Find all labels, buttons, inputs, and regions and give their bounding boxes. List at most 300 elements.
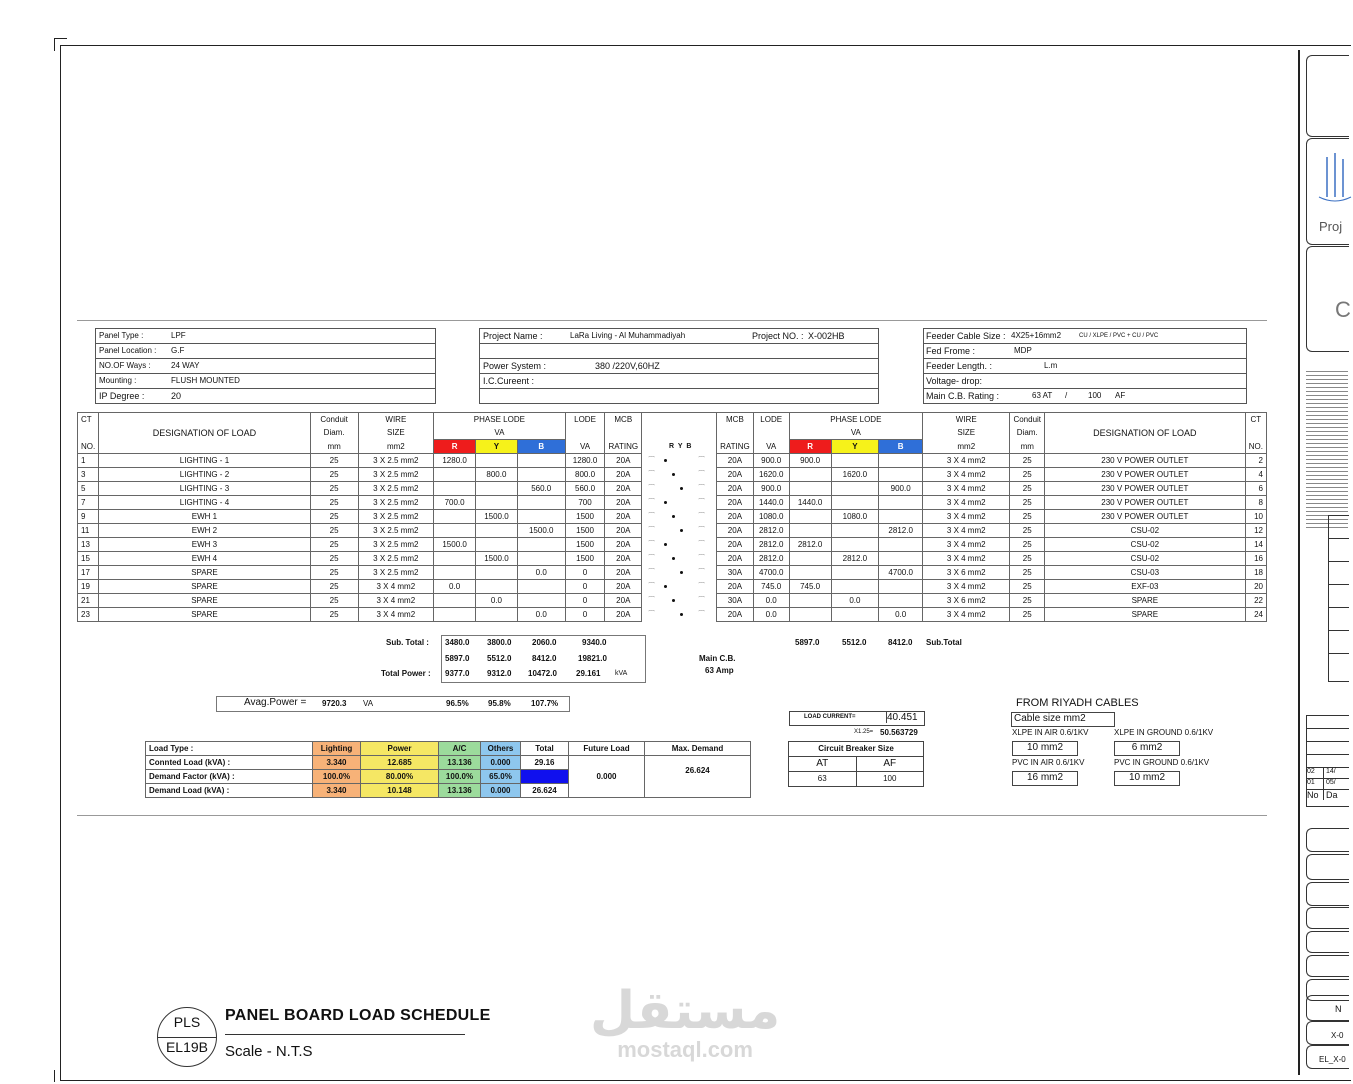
phase-y-r <box>831 580 879 594</box>
lode-va-r: 2812.0 <box>753 524 789 538</box>
phase-y <box>476 454 518 468</box>
conduit: 25 <box>310 496 358 510</box>
mcb-rating-r: 30A <box>717 594 754 608</box>
col-va-unit: VA <box>565 440 605 454</box>
phase-b <box>517 510 565 524</box>
tb-rev-box <box>1328 515 1349 682</box>
tb-notes <box>1306 368 1348 528</box>
title-block-strip <box>1298 50 1351 1075</box>
lode-va-r: 1080.0 <box>753 510 789 524</box>
voltage-drop-label: Voltage- drop: <box>926 376 983 386</box>
ct-no-r: 16 <box>1245 552 1266 566</box>
breaker-arc-icon: ⌒ <box>648 470 656 478</box>
feeder-length: L.m <box>1044 361 1058 370</box>
phase-y: 1500.0 <box>476 552 518 566</box>
totals-row <box>78 622 1267 636</box>
lt-h1: Lighting <box>313 742 361 756</box>
conduit: 25 <box>310 482 358 496</box>
table-row <box>78 538 1267 552</box>
conduit: 25 <box>310 538 358 552</box>
ct-no-r: 18 <box>1245 566 1266 580</box>
pvc-air-label: PVC IN AIR 0.6/1KV <box>1012 758 1085 767</box>
pct-b: 107.7% <box>531 699 559 708</box>
breaker-arc-icon: ⌒ <box>698 456 706 464</box>
phase-b <box>517 538 565 552</box>
col-mm2: mm2 <box>358 440 434 454</box>
wire-size-r: 3 X 4 mm2 <box>923 454 1010 468</box>
breaker-dot-icon <box>672 473 675 476</box>
phase-r <box>434 552 476 566</box>
busbar-diagram <box>642 580 717 594</box>
main-cb-sep: / <box>1065 391 1068 400</box>
lode-va: 0 <box>565 580 605 594</box>
lode-va: 1500 <box>565 552 605 566</box>
tb-cell-e <box>1306 931 1349 953</box>
other-b: 8412.0 <box>532 654 557 663</box>
phase-b-r: 2812.0 <box>879 524 923 538</box>
wire-size-r: 3 X 4 mm2 <box>923 468 1010 482</box>
col-diam: Diam. <box>310 426 358 440</box>
phase-b-r <box>879 580 923 594</box>
mcb-rating: 20A <box>605 482 642 496</box>
table-row <box>78 524 1267 538</box>
breaker-dot-icon <box>664 543 667 546</box>
col-mcb-r: MCB <box>717 413 754 427</box>
busbar-diagram <box>642 566 717 580</box>
wire-size: 3 X 2.5 mm2 <box>358 538 434 552</box>
other-r: 5897.0 <box>445 654 470 663</box>
totals-row <box>78 648 1267 661</box>
designation-r: SPARE <box>1045 608 1246 622</box>
pct-y: 95.8% <box>488 699 511 708</box>
rev-01: 01 <box>1307 779 1324 789</box>
ip-label: IP Degree : <box>99 391 145 401</box>
table-row <box>78 496 1267 510</box>
conduit-r: 25 <box>1010 552 1045 566</box>
col-ct: CT <box>78 413 99 427</box>
drawing-stamp <box>157 1007 217 1067</box>
col-mcb: MCB <box>605 413 642 427</box>
phase-r: 700.0 <box>434 496 476 510</box>
phase-r <box>434 594 476 608</box>
max-demand: 26.624 <box>645 756 751 798</box>
tb-c-text: C <box>1335 297 1351 322</box>
phase-b-r: 900.0 <box>879 482 923 496</box>
totals-row <box>78 635 1267 648</box>
x125-value: 50.563729 <box>880 728 918 737</box>
avg-label: Avag.Power = <box>244 697 307 708</box>
phase-b-header-r: B <box>879 440 923 454</box>
breaker-arc-icon: ⌒ <box>648 498 656 506</box>
phase-b <box>517 468 565 482</box>
col-ct-blank <box>78 426 99 440</box>
ct-no-r: 8 <box>1245 496 1266 510</box>
phase-r-r <box>789 468 831 482</box>
designation-r: CSU-02 <box>1045 552 1246 566</box>
ct-no-r: 10 <box>1245 510 1266 524</box>
wire-size-r: 3 X 4 mm2 <box>923 538 1010 552</box>
tb-cell-d <box>1306 907 1349 929</box>
phase-y: 0.0 <box>476 594 518 608</box>
mcb-rating: 20A <box>605 496 642 510</box>
designation: LIGHTING - 2 <box>99 468 310 482</box>
designation: SPARE <box>99 594 310 608</box>
breaker-dot-icon <box>672 557 675 560</box>
wire-size: 3 X 2.5 mm2 <box>358 510 434 524</box>
col-wire-r: WIRE <box>923 413 1010 427</box>
busbar-diagram <box>642 454 717 468</box>
xlpe-ground-label: XLPE IN GROUND 0.6/1KV <box>1114 728 1214 737</box>
phase-y: 800.0 <box>476 468 518 482</box>
phase-y <box>476 566 518 580</box>
phase-r-r <box>789 552 831 566</box>
pct-r: 96.5% <box>446 699 469 708</box>
mcb-rating-r: 20A <box>717 608 754 622</box>
phase-y-r <box>831 566 879 580</box>
ct-no: 5 <box>78 482 99 496</box>
lode-va: 560.0 <box>565 482 605 496</box>
lt-c0: Connted Load (kVA) : <box>146 756 313 770</box>
panel-location: G.F <box>171 346 185 355</box>
totals-cell <box>78 648 99 661</box>
corner-mark-bottom <box>54 1070 56 1082</box>
phase-y-r: 1080.0 <box>831 510 879 524</box>
wire-size: 3 X 2.5 mm2 <box>358 524 434 538</box>
totals-cell <box>358 648 434 661</box>
lt-h5: Total <box>521 742 569 756</box>
col-ct-r: CT <box>1245 413 1266 427</box>
breaker-arc-icon: ⌒ <box>698 568 706 576</box>
table-row <box>78 580 1267 594</box>
phase-r <box>434 524 476 538</box>
ct-no-r: 24 <box>1245 608 1266 622</box>
lt-h7: Max. Demand <box>645 742 751 756</box>
phase-r: 1500.0 <box>434 538 476 552</box>
ct-no: 13 <box>78 538 99 552</box>
main-cb-amp: 63 Amp <box>705 666 734 675</box>
sub-y: 3800.0 <box>487 638 512 647</box>
ct-no-r: 4 <box>1245 468 1266 482</box>
conduit: 25 <box>310 524 358 538</box>
xlpe-air-label: XLPE IN AIR 0.6/1KV <box>1012 728 1089 737</box>
lode-va-r: 900.0 <box>753 482 789 496</box>
feeder-size-label: Feeder Cable Size : <box>926 331 1006 341</box>
tot-y: 9312.0 <box>487 669 512 678</box>
lode-va: 0 <box>565 608 605 622</box>
title-rule <box>225 1034 465 1035</box>
totals-cell <box>753 635 789 648</box>
project-no: X-002HB <box>808 331 845 341</box>
corner-mark <box>54 38 67 51</box>
table-row <box>78 594 1267 608</box>
breaker-arc-icon: ⌒ <box>698 582 706 590</box>
breaker-dot-icon <box>672 599 675 602</box>
sub-b: 2060.0 <box>532 638 557 647</box>
fed-from-label: Fed Frome : <box>926 346 976 356</box>
conduit: 25 <box>310 594 358 608</box>
tb-scale <box>1306 995 1349 1021</box>
totals-cell <box>1045 648 1246 661</box>
busbar-diagram <box>642 594 717 608</box>
table-row <box>78 566 1267 580</box>
designation: EWH 3 <box>99 538 310 552</box>
feeder-type: CU / XLPE / PVC + CU / PVC <box>1079 333 1159 339</box>
totals-cell <box>1245 648 1266 661</box>
load-current-box <box>789 711 925 726</box>
breaker-arc-icon: ⌒ <box>698 526 706 534</box>
phase-r-r <box>789 608 831 622</box>
totals-cell <box>434 622 476 636</box>
logo-icon <box>1313 151 1353 211</box>
sub-total-label: Sub. Total : <box>386 638 429 647</box>
totals-cell <box>879 622 923 636</box>
conduit-r: 25 <box>1010 566 1045 580</box>
col-lode: LODE <box>565 413 605 427</box>
mcb-rating-r: 20A <box>717 454 754 468</box>
kva-unit: kVA <box>615 670 628 677</box>
ways-label: NO.OF Ways : <box>99 361 151 370</box>
drawing-title: PANEL BOARD LOAD SCHEDULE <box>225 1007 491 1024</box>
col-conduit-r: Conduit <box>1010 413 1045 427</box>
lt-c1: 3.340 <box>313 756 361 770</box>
busbar-diagram <box>642 608 717 622</box>
breaker-af: 100 <box>883 774 897 783</box>
wire-size-r: 3 X 4 mm2 <box>923 608 1010 622</box>
phase-b <box>517 594 565 608</box>
right-sub-label: Sub.Total <box>926 638 962 647</box>
totals-cell <box>717 635 754 648</box>
table-row <box>78 608 1267 622</box>
load-current-label: LOAD CURRENT= <box>804 714 856 720</box>
ways: 24 WAY <box>171 361 200 370</box>
designation-r: 230 V POWER OUTLET <box>1045 496 1246 510</box>
designation-r: CSU-02 <box>1045 524 1246 538</box>
busbar-diagram <box>642 496 717 510</box>
ct-no: 21 <box>78 594 99 608</box>
mcb-rating: 20A <box>605 566 642 580</box>
sub-va: 9340.0 <box>582 638 607 647</box>
breaker-arc-icon: ⌒ <box>648 610 656 618</box>
ct-no-r: 2 <box>1245 454 1266 468</box>
totals-cell <box>831 648 879 661</box>
lt-h2: Power <box>361 742 439 756</box>
breaker-arc-icon: ⌒ <box>648 554 656 562</box>
breaker-arc-icon: ⌒ <box>648 596 656 604</box>
breaker-arc-icon: ⌒ <box>648 568 656 576</box>
totals-cell <box>789 648 831 661</box>
phase-r-header-r: R <box>789 440 831 454</box>
designation: SPARE <box>99 580 310 594</box>
designation-r: EXF-03 <box>1045 580 1246 594</box>
phase-y-header: Y <box>476 440 518 454</box>
breaker-dot-icon <box>664 585 667 588</box>
other-y: 5512.0 <box>487 654 512 663</box>
phase-y-r: 1620.0 <box>831 468 879 482</box>
lode-va-r: 2812.0 <box>753 552 789 566</box>
load-schedule-sheet <box>77 320 1267 816</box>
totals-cell <box>99 648 310 661</box>
conduit: 25 <box>310 580 358 594</box>
phase-b-r: 0.0 <box>879 608 923 622</box>
stamp-top: PLS <box>173 1014 201 1030</box>
phase-y <box>476 538 518 552</box>
lode-va: 1500 <box>565 524 605 538</box>
panel-type-label: Panel Type : <box>99 331 144 340</box>
tb-file-no <box>1306 1045 1349 1069</box>
phase-y-r <box>831 496 879 510</box>
main-cb-label: Main C.B. Rating : <box>926 391 1000 401</box>
wire-size-r: 3 X 4 mm2 <box>923 510 1010 524</box>
col-rating-r: RATING <box>717 440 754 454</box>
main-cb-at: 63 AT <box>1032 391 1053 400</box>
ct-no: 17 <box>78 566 99 580</box>
phase-b-r <box>879 454 923 468</box>
panel-type: LPF <box>171 331 186 340</box>
rev-02: 02 <box>1307 768 1324 778</box>
totals-cell <box>1245 622 1266 636</box>
wire-size-r: 3 X 4 mm2 <box>923 580 1010 594</box>
ct-no: 11 <box>78 524 99 538</box>
breaker-arc-icon: ⌒ <box>698 610 706 618</box>
phase-r-header: R <box>434 440 476 454</box>
table-row <box>78 510 1267 524</box>
col-lode-r: LODE <box>753 413 789 427</box>
col-conduit: Conduit <box>310 413 358 427</box>
lode-va: 700 <box>565 496 605 510</box>
phase-r <box>434 468 476 482</box>
conduit-r: 25 <box>1010 580 1045 594</box>
lt-h3: A/C <box>439 742 481 756</box>
totals-cell <box>923 622 1010 636</box>
phase-y <box>476 580 518 594</box>
tb-location <box>1306 246 1349 352</box>
phase-b-r <box>879 496 923 510</box>
designation: LIGHTING - 1 <box>99 454 310 468</box>
wire-size: 3 X 2.5 mm2 <box>358 454 434 468</box>
designation-r: SPARE <box>1045 594 1246 608</box>
wire-size-r: 3 X 6 mm2 <box>923 594 1010 608</box>
totals-cell <box>78 622 99 636</box>
mcb-rating-r: 20A <box>717 482 754 496</box>
designation: EWH 4 <box>99 552 310 566</box>
ct-no: 3 <box>78 468 99 482</box>
totals-cell <box>923 648 1010 661</box>
breaker-arc-icon: ⌒ <box>698 596 706 604</box>
totals-cell <box>1045 622 1246 636</box>
pvc-air-value: 16 mm2 <box>1012 771 1078 786</box>
designation: SPARE <box>99 566 310 580</box>
breaker-dot-icon <box>664 501 667 504</box>
mcb-rating-r: 30A <box>717 566 754 580</box>
totals-cell <box>753 648 789 661</box>
col-size-r: SIZE <box>923 426 1010 440</box>
mcb-rating-r: 20A <box>717 552 754 566</box>
phase-y-r <box>831 608 879 622</box>
designation-r: CSU-03 <box>1045 566 1246 580</box>
busbar-diagram <box>642 538 717 552</box>
conduit: 25 <box>310 566 358 580</box>
conduit-r: 25 <box>1010 608 1045 622</box>
conduit: 25 <box>310 454 358 468</box>
conduit: 25 <box>310 468 358 482</box>
conduit: 25 <box>310 552 358 566</box>
breaker-arc-icon: ⌒ <box>698 470 706 478</box>
breaker-arc-icon: ⌒ <box>648 456 656 464</box>
lt-c5: 29.16 <box>521 756 569 770</box>
totals-cell <box>358 622 434 636</box>
breaker-dot-icon <box>680 613 683 616</box>
busbar-diagram <box>642 510 717 524</box>
wire-size: 3 X 2.5 mm2 <box>358 566 434 580</box>
phase-r <box>434 510 476 524</box>
designation-r: 230 V POWER OUTLET <box>1045 510 1246 524</box>
panel-info <box>95 328 436 404</box>
power-system-label: Power System : <box>483 361 547 371</box>
lt-d5: 26.624 <box>521 784 569 798</box>
totals-cell <box>99 622 310 636</box>
mounting: FLUSH MOUNTED <box>171 376 240 385</box>
ct-no: 23 <box>78 608 99 622</box>
phase-r-r: 2812.0 <box>789 538 831 552</box>
totals-cell <box>310 648 358 661</box>
totals-cell <box>1010 635 1045 648</box>
conduit-r: 25 <box>1010 538 1045 552</box>
col-mcb-blank <box>605 426 642 440</box>
lt-d3: 13.136 <box>439 784 481 798</box>
col-designation: DESIGNATION OF LOAD <box>99 413 310 454</box>
total-label: Total Power : <box>381 669 431 678</box>
breaker-arc-icon: ⌒ <box>648 512 656 520</box>
totals-cell <box>605 622 642 636</box>
breaker-arc-icon: ⌒ <box>698 554 706 562</box>
mcb-rating: 20A <box>605 594 642 608</box>
tb-el-text: EL_X-0 <box>1319 1055 1346 1064</box>
lode-va-r: 2812.0 <box>753 538 789 552</box>
tot-r: 9377.0 <box>445 669 470 678</box>
xlpe-air-value: 10 mm2 <box>1012 741 1078 756</box>
designation: EWH 2 <box>99 524 310 538</box>
phase-y-r <box>831 524 879 538</box>
phase-y-r <box>831 538 879 552</box>
phase-y-r <box>831 454 879 468</box>
project-name-label: Project Name : <box>483 331 543 341</box>
load-current-value: 40.451 <box>886 712 925 723</box>
wire-size-r: 3 X 4 mm2 <box>923 482 1010 496</box>
totals-cell <box>717 622 754 636</box>
mcb-rating: 20A <box>605 552 642 566</box>
col-lode-blank <box>565 426 605 440</box>
phase-r-r: 1440.0 <box>789 496 831 510</box>
ct-no-r: 20 <box>1245 580 1266 594</box>
table-row <box>78 454 1267 468</box>
conduit-r: 25 <box>1010 454 1045 468</box>
breaker-dot-icon <box>680 571 683 574</box>
cables-title: FROM RIYADH CABLES <box>1016 697 1139 709</box>
rev-no: No <box>1307 790 1324 800</box>
phase-y-r: 2812.0 <box>831 552 879 566</box>
breaker-dot-icon <box>664 459 667 462</box>
ct-no: 1 <box>78 454 99 468</box>
conduit-r: 25 <box>1010 594 1045 608</box>
breaker-arc-icon: ⌒ <box>648 540 656 548</box>
rev-d: Da <box>1326 790 1338 800</box>
right-sub-r: 5897.0 <box>795 638 820 647</box>
tb-drawing-no <box>1306 1021 1349 1045</box>
conduit-r: 25 <box>1010 510 1045 524</box>
col-phase-lode: PHASE LODE <box>434 413 565 427</box>
mcb-rating: 20A <box>605 608 642 622</box>
tb-revision-table <box>1306 715 1349 807</box>
